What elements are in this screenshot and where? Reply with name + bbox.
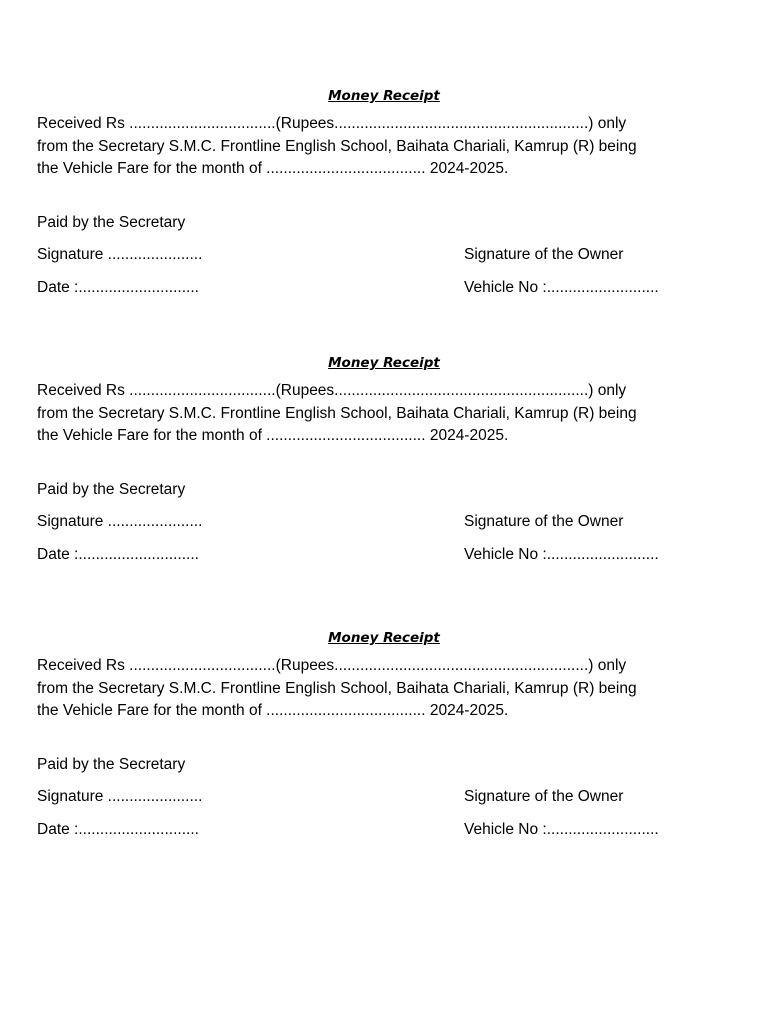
receipt-line-from: from the Secretary S.M.C. Frontline English School, Baihata Chariali, Kamrup (R) being: [37, 137, 637, 155]
receipt-body: [37, 113, 677, 181]
receipt-line-fare: the Vehicle Fare for the month of ..................................... 2024-2025.: [37, 427, 509, 444]
receipt-line-from: from the Secretary S.M.C. Frontline English School, Baihata Chariali, Kamrup (R) being: [37, 679, 637, 697]
paid-by-label: Paid by the Secretary: [37, 755, 186, 773]
receipt-body: [37, 380, 677, 448]
receipt-line-fare: the Vehicle Fare for the month of ..................................... 2024-2025.: [37, 702, 509, 719]
receipt-line-from: from the Secretary S.M.C. Frontline English School, Baihata Chariali, Kamrup (R) being: [37, 404, 637, 422]
date-field: Date :............................: [37, 820, 199, 838]
owner-signature-label: Signature of the Owner: [464, 245, 624, 263]
signature-row: [37, 786, 717, 808]
vehicle-no-field: Vehicle No :..........................: [464, 820, 659, 838]
owner-signature-label: Signature of the Owner: [464, 787, 624, 805]
receipt-title: Money Receipt: [328, 630, 440, 646]
date-row: [37, 544, 717, 566]
signature-field: Signature ......................: [37, 787, 203, 805]
receipt-title: Money Receipt: [328, 88, 440, 104]
money-receipt: [37, 352, 717, 566]
money-receipt: [37, 85, 717, 299]
date-field: Date :............................: [37, 278, 199, 296]
signature-row: [37, 511, 717, 533]
signature-field: Signature ......................: [37, 512, 203, 530]
signature-row: [37, 244, 717, 266]
receipt-title: Money Receipt: [328, 355, 440, 371]
date-row: [37, 819, 717, 841]
receipt-body: [37, 655, 677, 723]
vehicle-no-field: Vehicle No :..........................: [464, 278, 659, 296]
date-field: Date :............................: [37, 545, 199, 563]
paid-by-label: Paid by the Secretary: [37, 213, 186, 231]
receipt-line-received: Received Rs ..................................(Rupees...........................................................) only: [37, 382, 627, 399]
owner-signature-label: Signature of the Owner: [464, 512, 624, 530]
receipt-line-received: Received Rs ..................................(Rupees...........................................................) only: [37, 115, 627, 132]
vehicle-no-field: Vehicle No :..........................: [464, 545, 659, 563]
receipt-line-received: Received Rs ..................................(Rupees...........................................................) only: [37, 657, 627, 674]
date-row: [37, 277, 717, 299]
receipt-line-fare: the Vehicle Fare for the month of ..................................... 2024-2025.: [37, 160, 509, 177]
money-receipt: [37, 627, 717, 841]
paid-by-label: Paid by the Secretary: [37, 480, 186, 498]
signature-field: Signature ......................: [37, 245, 203, 263]
